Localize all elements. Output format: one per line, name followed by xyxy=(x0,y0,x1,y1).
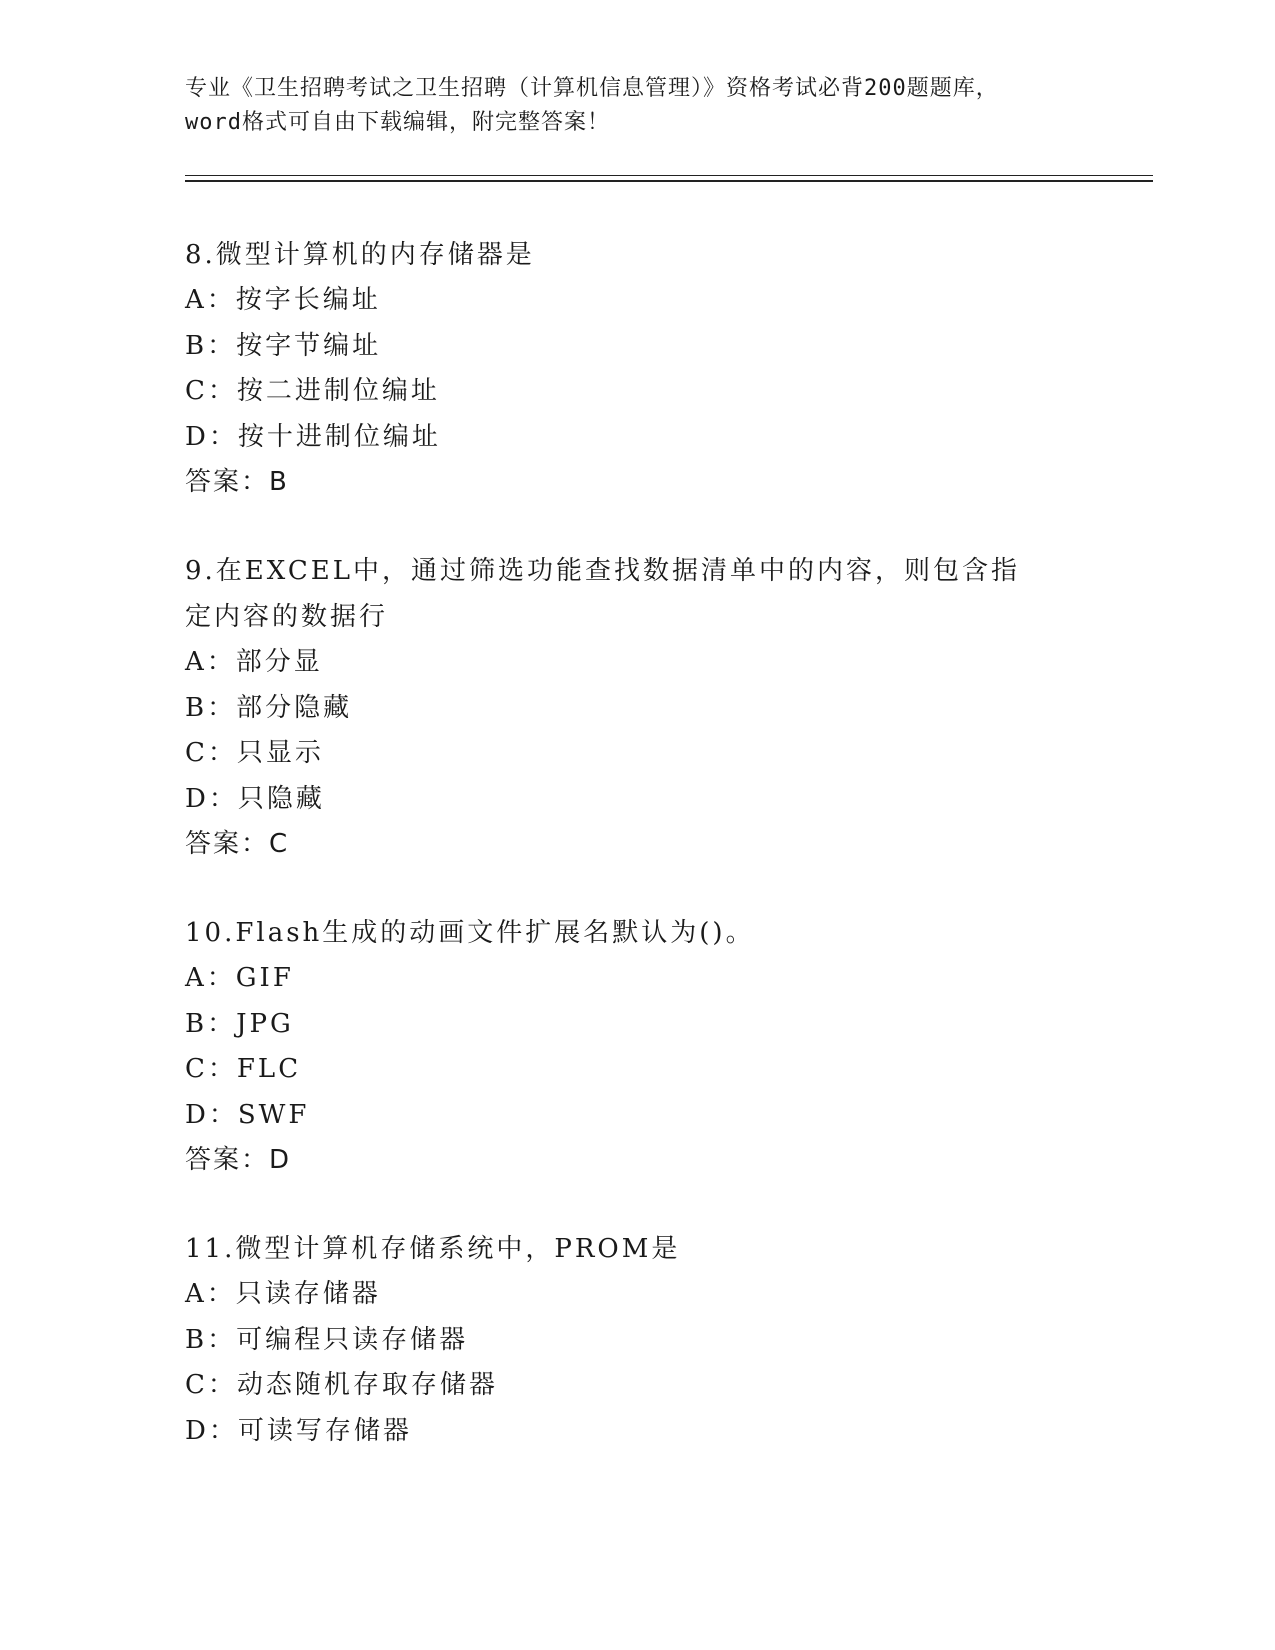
option-a: A：GIF xyxy=(185,963,294,993)
question-8 xyxy=(185,232,1085,505)
answer-label: 答案：C xyxy=(185,829,290,859)
option-d: D：SWF xyxy=(185,1099,310,1130)
option-d: D：只隐藏 xyxy=(185,783,325,814)
option-d: D：可读写存储器 xyxy=(185,1415,412,1446)
question-9 xyxy=(185,548,1085,867)
option-b: B：部分隐藏 xyxy=(185,692,353,723)
question-text: 8.微型计算机的内存储器是 xyxy=(185,240,535,270)
option-a: A：部分显 xyxy=(185,647,323,677)
document-header xyxy=(185,72,1085,140)
header-line-1: 专业《卫生招聘考试之卫生招聘（计算机信息管理）》资格考试必背200题题库， xyxy=(185,76,999,101)
question-text: 10.Flash生成的动画文件扩展名默认为()。 xyxy=(185,918,755,948)
option-d: D：按十进制位编址 xyxy=(185,421,441,452)
option-b: B：JPG xyxy=(185,1008,294,1039)
question-11 xyxy=(185,1226,1085,1454)
option-c: C：动态随机存取存储器 xyxy=(185,1370,498,1400)
answer-label: 答案：B xyxy=(185,467,289,497)
question-list xyxy=(185,232,1085,1497)
header-line-2: word格式可自由下载编辑，附完整答案！ xyxy=(185,110,610,135)
header-divider-thin xyxy=(185,175,1153,176)
header-divider-thick xyxy=(185,180,1153,182)
option-b: B：按字节编址 xyxy=(185,330,382,361)
answer-label: 答案：D xyxy=(185,1145,292,1175)
option-b: B：可编程只读存储器 xyxy=(185,1324,469,1355)
option-c: C：只显示 xyxy=(185,738,324,768)
option-c: C：按二进制位编址 xyxy=(185,376,440,406)
question-10 xyxy=(185,910,1085,1183)
option-a: A：按字长编址 xyxy=(185,285,381,315)
question-text: 11.微型计算机存储系统中，PROM是 xyxy=(185,1234,681,1264)
option-c: C：FLC xyxy=(185,1054,302,1084)
option-a: A：只读存储器 xyxy=(185,1279,381,1309)
question-text: 9.在EXCEL中，通过筛选功能查找数据清单中的内容，则包含指定内容的数据行 xyxy=(185,556,1020,632)
